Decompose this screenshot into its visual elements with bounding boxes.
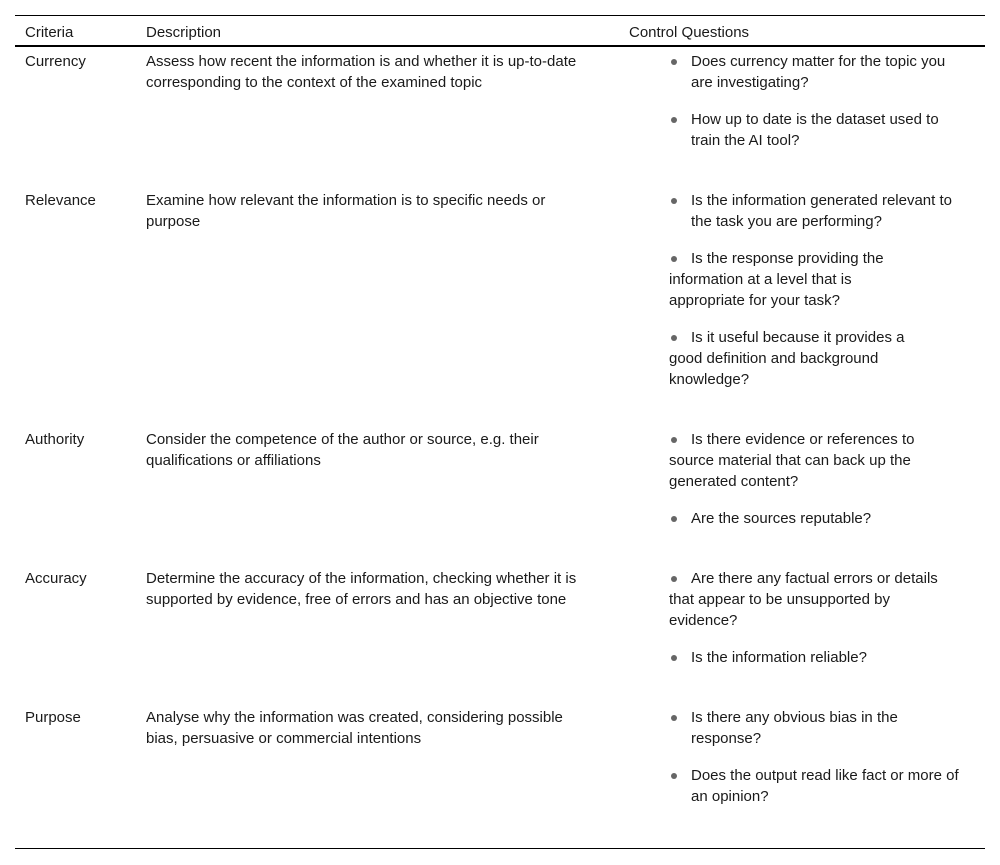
list-item xyxy=(669,429,954,492)
criteria-cell: Authority xyxy=(25,431,85,448)
question-text: Are there any factual errors or details that appear to be unsupported by evidence? xyxy=(669,570,938,629)
list-item xyxy=(669,109,959,151)
list-item xyxy=(669,508,969,529)
description-cell: Consider the competence of the author or source, e.g. their qualifications or affiliations xyxy=(146,431,539,469)
list-item xyxy=(669,190,954,232)
question-text: Does currency matter for the topic you are investigating? xyxy=(691,53,946,91)
question-text: Is there any obvious bias in the response? xyxy=(691,709,898,747)
bullet-icon xyxy=(671,256,677,262)
header-criteria: Criteria xyxy=(25,24,74,41)
bullet-icon xyxy=(671,117,677,123)
description-cell: Analyse why the information was created, considering possible bias, persuasive or commercial intentions xyxy=(146,709,563,747)
list-item xyxy=(669,327,927,390)
question-text: Are the sources reputable? xyxy=(691,510,872,527)
header-description: Description xyxy=(146,24,222,41)
list-item xyxy=(669,647,969,668)
criteria-cell: Accuracy xyxy=(25,570,87,587)
question-list xyxy=(669,568,969,668)
questions-cell xyxy=(669,51,959,151)
bullet-icon xyxy=(671,59,677,65)
questions-cell xyxy=(669,568,969,668)
criteria-cell: Relevance xyxy=(25,192,96,209)
description-cell: Examine how relevant the information is to specific needs or purpose xyxy=(146,192,546,230)
description-cell: Determine the accuracy of the information, checking whether it is supported by evidence, free of errors and has an objective tone xyxy=(146,570,577,608)
question-list xyxy=(669,707,964,807)
question-text: How up to date is the dataset used to train the AI tool? xyxy=(691,111,939,149)
list-item xyxy=(669,765,964,807)
list-item xyxy=(669,51,959,93)
bullet-icon xyxy=(671,437,677,443)
question-list xyxy=(669,429,969,529)
question-list xyxy=(669,190,969,390)
criteria-cell: Purpose xyxy=(25,709,81,726)
list-item xyxy=(669,707,964,749)
header-control-questions: Control Questions xyxy=(629,24,750,41)
questions-cell xyxy=(669,429,969,529)
list-item xyxy=(669,568,959,631)
bullet-icon xyxy=(671,198,677,204)
criteria-cell: Currency xyxy=(25,53,86,70)
description-cell: Assess how recent the information is and whether it is up-to-date corresponding to the context of the examined topic xyxy=(146,53,577,91)
bullet-icon xyxy=(671,576,677,582)
table-header-row xyxy=(15,16,985,47)
question-text: Is the information generated relevant to the task you are performing? xyxy=(691,192,952,230)
question-text: Is it useful because it provides a good definition and background knowledge? xyxy=(669,329,905,388)
question-text: Is the information reliable? xyxy=(691,649,867,666)
questions-cell xyxy=(669,707,964,807)
bullet-icon xyxy=(671,715,677,721)
question-text: Is there evidence or references to source material that can back up the generated content? xyxy=(669,431,915,490)
questions-cell xyxy=(669,190,969,390)
bullet-icon xyxy=(671,516,677,522)
bullet-icon xyxy=(671,655,677,661)
bullet-icon xyxy=(671,773,677,779)
list-item xyxy=(669,248,899,311)
question-list xyxy=(669,51,959,151)
question-text: Is the response providing the information at a level that is appropriate for your task? xyxy=(669,250,884,309)
criteria-table xyxy=(15,15,985,849)
question-text: Does the output read like fact or more of an opinion? xyxy=(691,767,959,805)
bullet-icon xyxy=(671,335,677,341)
